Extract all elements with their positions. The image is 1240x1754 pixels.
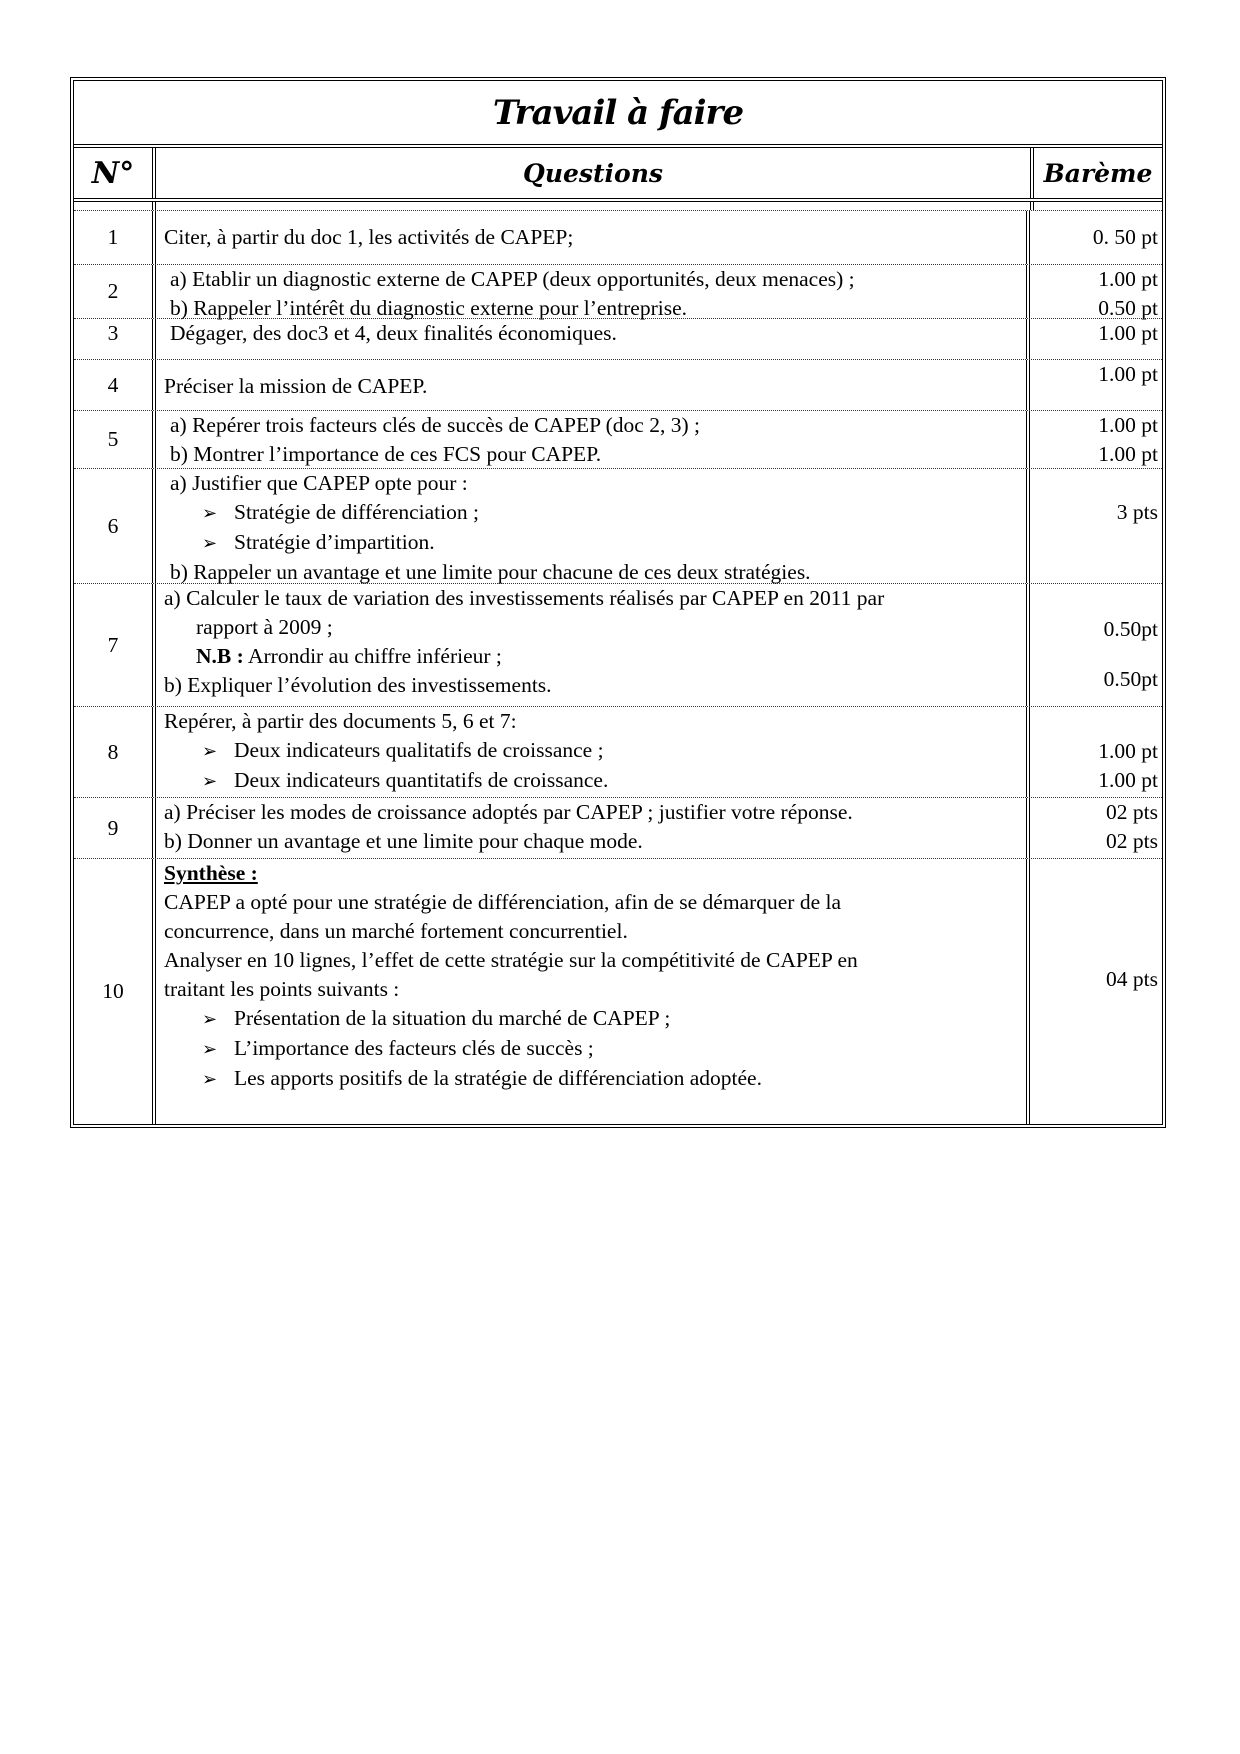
points: 1.00 pt: [1098, 267, 1158, 291]
question-line: a) Repérer trois facteurs clés de succès de CAPEP (doc 2, 3) ;: [170, 413, 700, 437]
points: 1.00 pt: [1098, 413, 1158, 437]
question-line: a) Préciser les modes de croissance adoptés par CAPEP ; justifier votre réponse.: [164, 800, 853, 824]
table-row: [74, 583, 1162, 706]
points: 1.00 pt: [1098, 768, 1158, 792]
points-cell: [1030, 469, 1162, 583]
points-cell: [1030, 360, 1162, 410]
points: 04 pts: [1106, 967, 1158, 991]
points: 1.00 pt: [1098, 442, 1158, 466]
table-title: Travail à faire: [492, 92, 744, 133]
points: 1.00 pt: [1098, 362, 1158, 386]
points: 0.50 pt: [1098, 296, 1158, 320]
question-line: Arrondir au chiffre inférieur ;: [247, 644, 502, 668]
question-line: Dégager, des doc3 et 4, deux finalités économiques.: [170, 321, 617, 345]
header-questions: Questions: [152, 148, 1034, 198]
table-row: [74, 858, 1162, 1124]
question-cell: [152, 584, 1030, 706]
row-number: 4: [107, 372, 119, 397]
question-cell: [152, 859, 1030, 1124]
question-line: b) Rappeler un avantage et une limite pour chacune de ces deux stratégies.: [170, 560, 811, 584]
points-cell: [1030, 211, 1162, 264]
points-cell: [1030, 265, 1162, 318]
work-table: [70, 77, 1166, 1128]
points: 1.00 pt: [1098, 321, 1158, 345]
points: 3 pts: [1116, 500, 1158, 524]
question-cell: [152, 360, 1030, 410]
bullet-item: ➢ Deux indicateurs quantitatifs de croissance.: [164, 766, 1020, 796]
question-line: a) Calculer le taux de variation des investissements réalisés par CAPEP en 2011 par: [164, 586, 885, 610]
question-cell: [152, 319, 1030, 359]
bullet-item: ➢ L’importance des facteurs clés de succès ;: [164, 1034, 1020, 1064]
table-row: [74, 410, 1162, 468]
question-cell: [152, 411, 1030, 468]
question-line: b) Rappeler l’intérêt du diagnostic externe pour l’entreprise.: [170, 296, 687, 320]
question-line: concurrence, dans un marché fortement concurrentiel.: [164, 919, 628, 943]
question-line: Citer, à partir du doc 1, les activités de CAPEP;: [164, 225, 574, 249]
header-row: [74, 148, 1162, 202]
bullet-item: ➢ Deux indicateurs qualitatifs de croissance ;: [164, 736, 1020, 766]
bullet-item: ➢ Présentation de la situation du marché de CAPEP ;: [164, 1004, 1020, 1034]
points-cell: [1030, 707, 1162, 797]
row-number: 6: [107, 513, 119, 538]
question-line: Préciser la mission de CAPEP.: [164, 374, 428, 398]
title-row: [74, 81, 1162, 148]
points: 1.00 pt: [1098, 739, 1158, 763]
points: 0.50pt: [1103, 617, 1158, 641]
spacer: [74, 202, 1162, 210]
row-number: 7: [107, 632, 119, 657]
row-number: 2: [107, 279, 119, 303]
question-line: a) Etablir un diagnostic externe de CAPEP (deux opportunités, deux menaces) ;: [170, 267, 855, 291]
points: 0. 50 pt: [1092, 225, 1158, 249]
question-cell: [152, 798, 1030, 858]
question-line: b) Donner un avantage et une limite pour chaque mode.: [164, 829, 643, 853]
row-number: 9: [107, 815, 119, 840]
points: 0.50pt: [1103, 667, 1158, 691]
question-line: b) Montrer l’importance de ces FCS pour CAPEP.: [170, 442, 602, 466]
table-row: [74, 210, 1162, 264]
points-cell: [1030, 319, 1162, 359]
bullet-item: ➢ Stratégie de différenciation ;: [164, 498, 1020, 528]
points: 02 pts: [1106, 829, 1158, 853]
header-num: N°: [91, 155, 135, 191]
row-number: 8: [107, 739, 119, 764]
question-line: CAPEP a opté pour une stratégie de différenciation, afin de se démarquer de la: [164, 890, 842, 914]
question-cell: [152, 211, 1030, 264]
header-bareme: Barème: [1043, 158, 1153, 188]
question-line: rapport à 2009 ;: [196, 615, 333, 639]
row-number: 3: [107, 321, 119, 345]
question-line: traitant les points suivants :: [164, 977, 400, 1001]
synthese-label: Synthèse :: [164, 861, 258, 885]
question-line: Analyser en 10 lignes, l’effet de cette stratégie sur la compétitivité de CAPEP en: [164, 948, 858, 972]
question-cell: [152, 265, 1030, 318]
nb-label: N.B :: [196, 644, 244, 668]
row-number: 5: [107, 427, 119, 451]
row-number: 1: [107, 225, 119, 249]
points-cell: [1030, 859, 1162, 1124]
bullet-item: ➢ Stratégie d’impartition.: [164, 528, 1020, 558]
row-number: 10: [102, 979, 124, 1003]
table-row: [74, 264, 1162, 318]
table-row: [74, 468, 1162, 583]
table-row: [74, 318, 1162, 359]
table-row: [74, 359, 1162, 410]
question-line: b) Expliquer l’évolution des investissements.: [164, 673, 552, 697]
points-cell: [1030, 798, 1162, 858]
question-cell: [152, 707, 1030, 797]
question-line: a) Justifier que CAPEP opte pour :: [170, 471, 468, 495]
question-cell: [152, 469, 1030, 583]
points-cell: [1030, 584, 1162, 706]
points-cell: [1030, 411, 1162, 468]
question-line: Repérer, à partir des documents 5, 6 et 7:: [164, 709, 517, 733]
table-row: [74, 706, 1162, 797]
points: 02 pts: [1106, 800, 1158, 824]
bullet-item: ➢ Les apports positifs de la stratégie de différenciation adoptée.: [164, 1064, 1020, 1094]
table-row: [74, 797, 1162, 858]
